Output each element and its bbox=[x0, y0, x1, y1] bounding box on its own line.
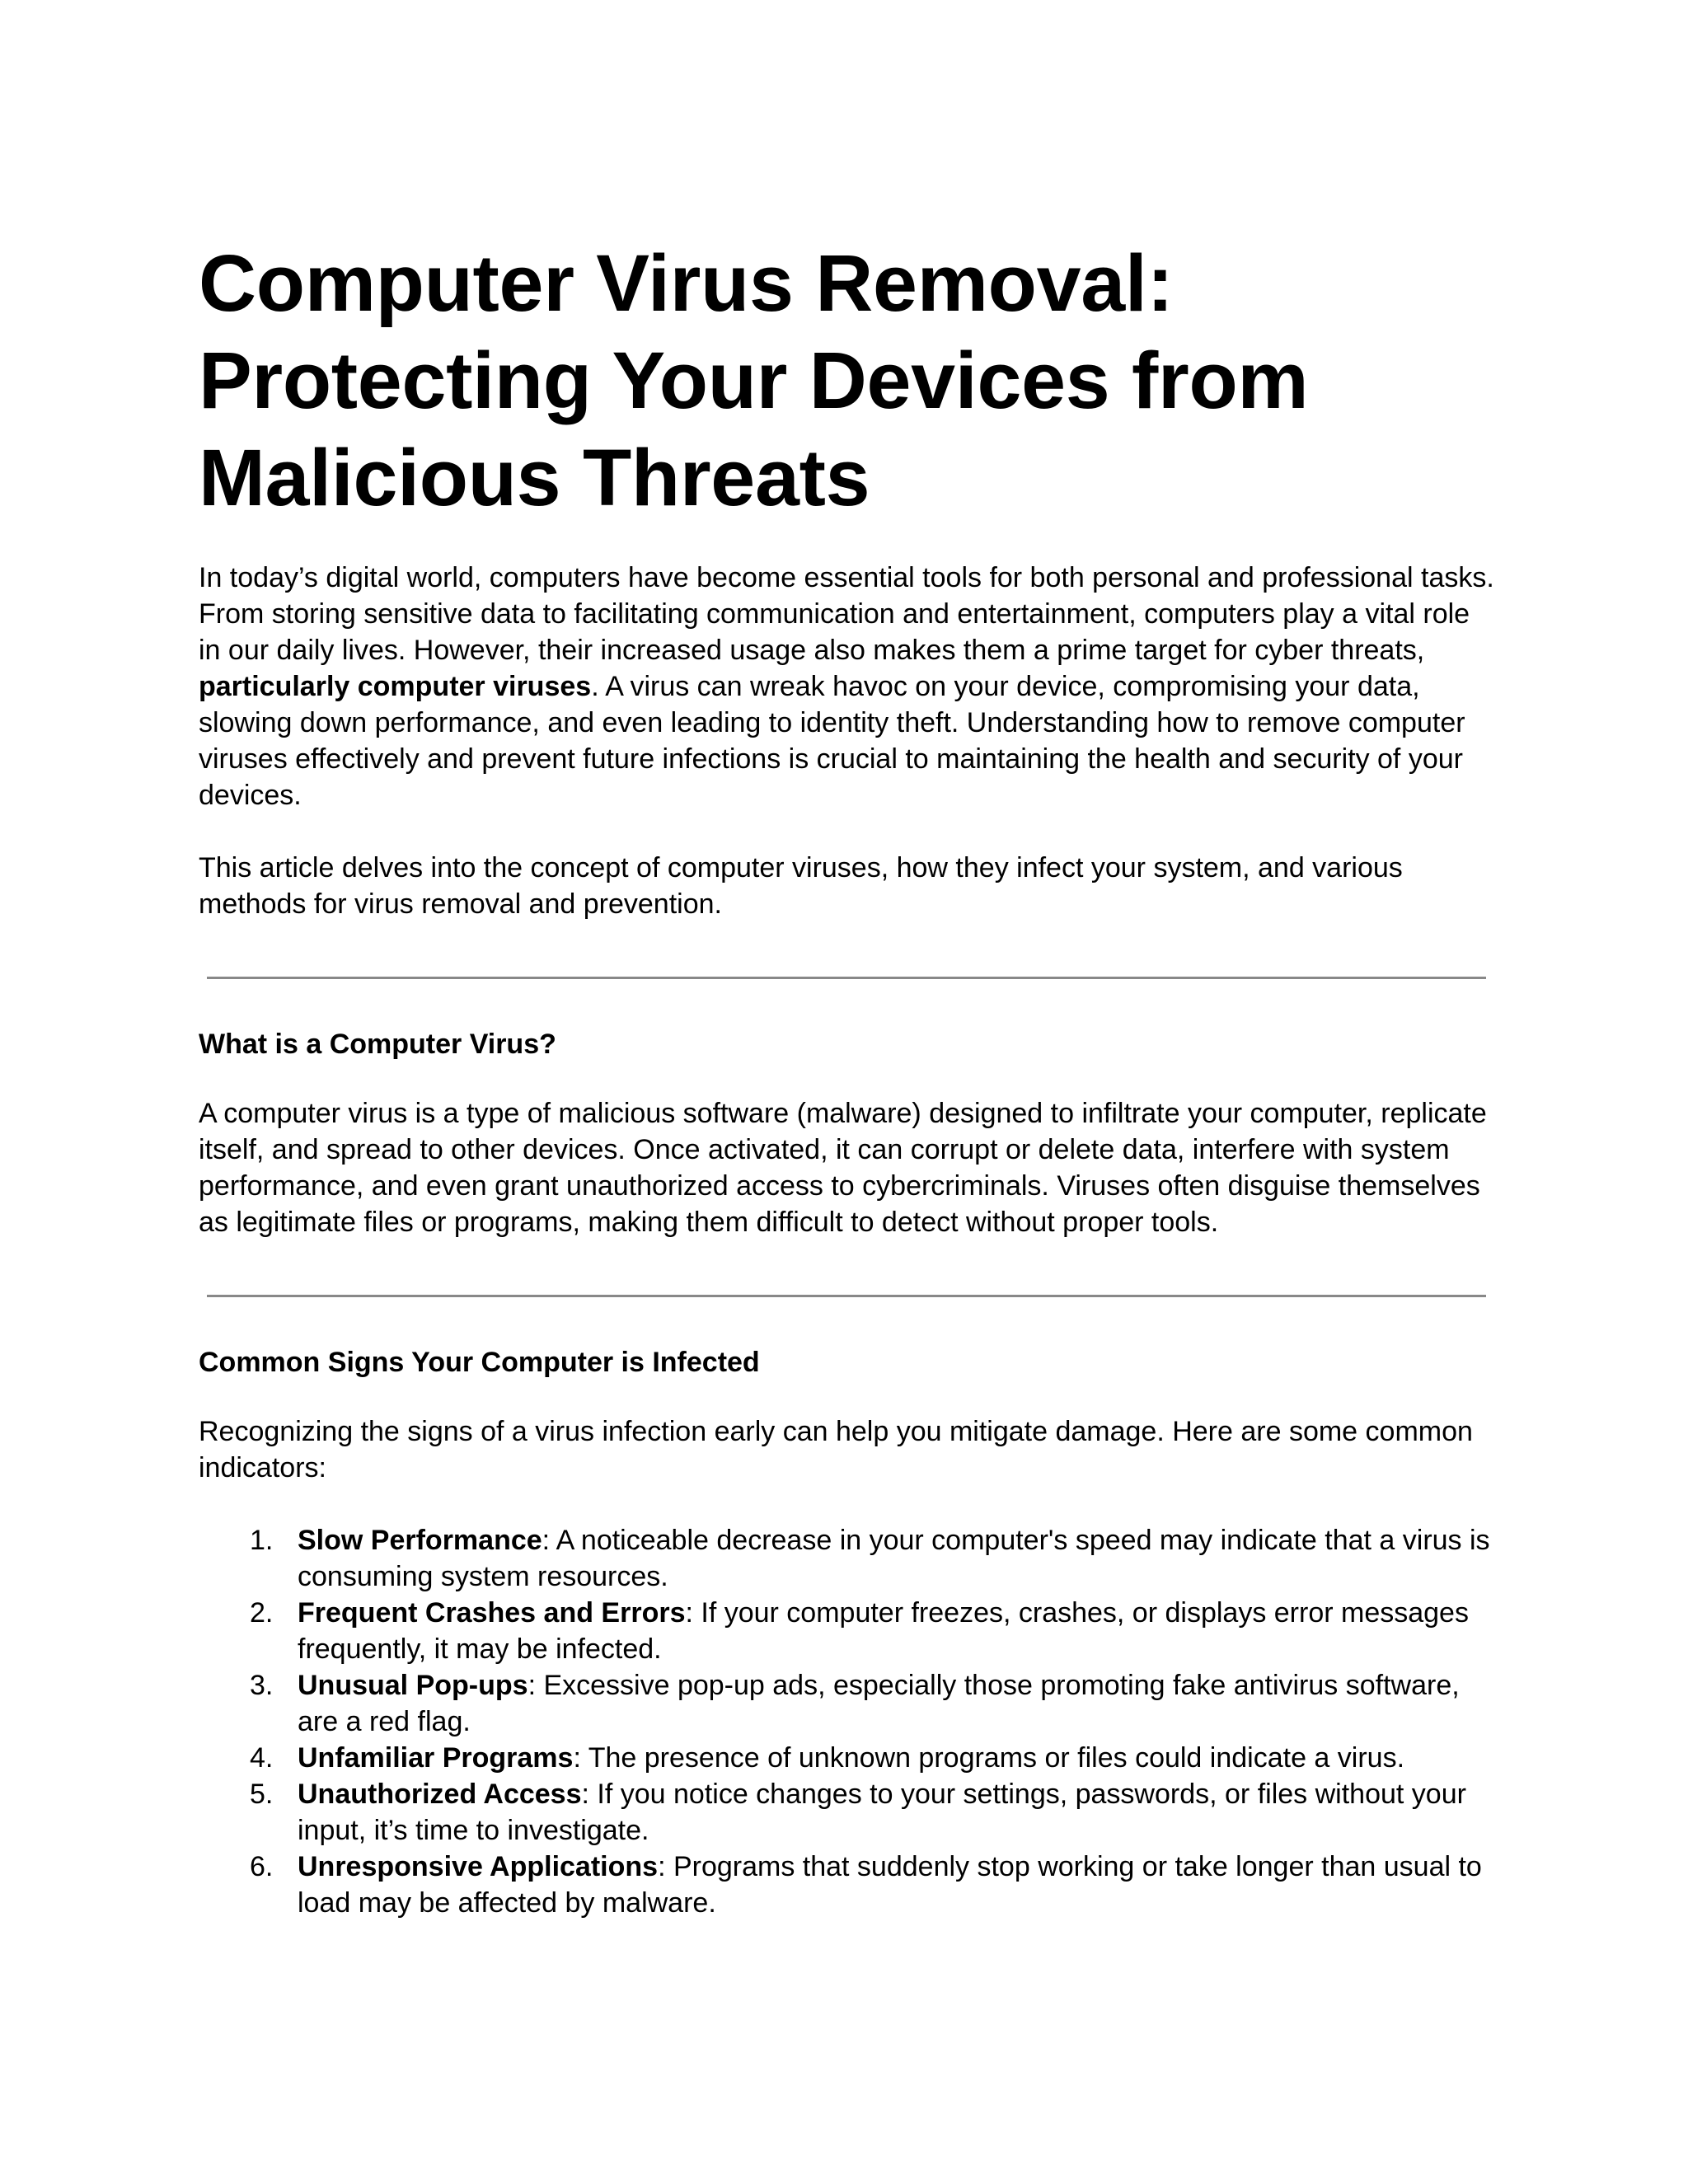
list-item-term: Unauthorized Access bbox=[298, 1779, 582, 1810]
list-item-desc: : If your computer freezes, crashes, or displays error messages frequently, it may be infected. bbox=[298, 1597, 1469, 1665]
intro-text-start: In today’s digital world, computers have become essential tools for both personal and professional tasks. From storing sensitive data to facilitating communication and entertainment, computers play a vital role in our daily lives. However, their increased usage also makes them a prime target for cyber threats, bbox=[199, 562, 1494, 666]
list-item-term: Frequent Crashes and Errors bbox=[298, 1597, 686, 1629]
list-item-desc: : If you notice changes to your settings, passwords, or files without your input, it’s time to investigate. bbox=[298, 1779, 1466, 1846]
list-item-number: 3. bbox=[250, 1670, 274, 1701]
document-page bbox=[199, 235, 1497, 1921]
intro-bold-phrase: particularly computer viruses bbox=[199, 671, 592, 702]
list-item-number: 5. bbox=[250, 1779, 274, 1810]
list-item bbox=[199, 1595, 1497, 1667]
section-heading-signs: Common Signs Your Computer is Infected bbox=[199, 1347, 760, 1378]
list-item bbox=[199, 1740, 1497, 1776]
section-heading-what-is-virus: What is a Computer Virus? bbox=[199, 1029, 556, 1060]
list-item-number: 1. bbox=[250, 1525, 274, 1556]
intro-paragraph-2: This article delves into the concept of computer viruses, how they infect your system, and various methods for virus removal and prevention. bbox=[199, 852, 1403, 920]
list-item bbox=[199, 1667, 1497, 1740]
list-item-desc: : A noticeable decrease in your computer's speed may indicate that a virus is consuming system resources. bbox=[298, 1525, 1490, 1592]
list-item-number: 4. bbox=[250, 1742, 274, 1774]
list-item-term: Slow Performance bbox=[298, 1525, 542, 1556]
list-item-term: Unresponsive Applications bbox=[298, 1851, 659, 1882]
list-item bbox=[199, 1776, 1497, 1849]
intro-paragraph bbox=[199, 560, 1497, 813]
section-divider bbox=[207, 977, 1486, 979]
list-item bbox=[199, 1522, 1497, 1595]
signs-list bbox=[199, 1522, 1497, 1921]
list-item-desc: : Programs that suddenly stop working or take longer than usual to load may be affected by malware. bbox=[298, 1851, 1482, 1919]
list-item bbox=[199, 1849, 1497, 1921]
article-title: Computer Virus Removal: Protecting Your Devices from Malicious Threats bbox=[199, 238, 1309, 523]
section-body-what-is-virus: A computer virus is a type of malicious software (malware) designed to infiltrate your computer, replicate itself, and spread to other devices. Once activated, it can corrupt or delete data, interfere with system performance, and even grant unauthorized access to cybercriminals. Viruses often disguise themselves as legitimate files or programs, making them difficult to detect without proper tools. bbox=[199, 1098, 1487, 1238]
list-item-term: Unfamiliar Programs bbox=[298, 1742, 574, 1774]
section-body-signs-intro: Recognizing the signs of a virus infection early can help you mitigate damage. Here are some common indicators: bbox=[199, 1416, 1473, 1483]
list-item-number: 6. bbox=[250, 1851, 274, 1882]
list-item-term: Unusual Pop-ups bbox=[298, 1670, 528, 1701]
list-item-number: 2. bbox=[250, 1597, 274, 1629]
intro-text-end: . A virus can wreak havoc on your device, compromising your data, slowing down performance, and even leading to identity theft. Understanding how to remove computer viruses effectively and prevent future infections is crucial to maintaining the health and security of your devices. bbox=[199, 671, 1465, 811]
list-item-desc: : Excessive pop-up ads, especially those promoting fake antivirus software, are a red flag. bbox=[298, 1670, 1460, 1737]
section-divider bbox=[207, 1295, 1486, 1297]
list-item-desc: : The presence of unknown programs or files could indicate a virus. bbox=[573, 1742, 1405, 1774]
